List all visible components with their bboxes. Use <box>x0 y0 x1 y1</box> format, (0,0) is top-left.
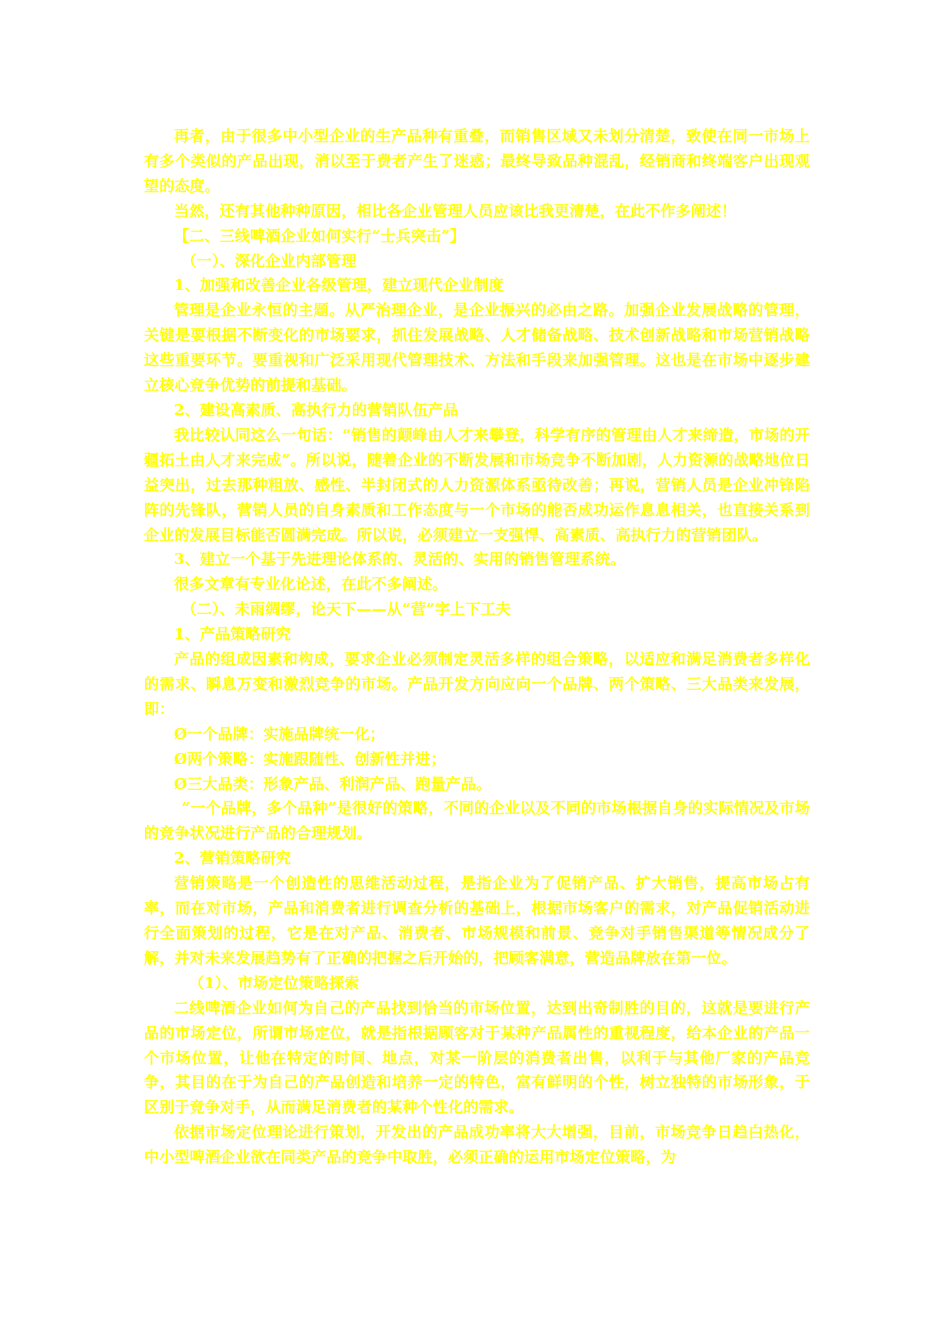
subsection-heading: （二）、未雨绸缪，论天下——从“营”字上下工夫 <box>181 600 511 619</box>
subsection-heading: （1）、市场定位策略探索 <box>189 973 360 992</box>
bullet-item: Ø三大品类：形象产品、利润产品、跑量产品。 <box>174 774 492 793</box>
item-heading: 2、建设高素质、高执行力的营销队伍产品 <box>174 400 459 419</box>
subsection-heading: （一）、深化企业内部管理 <box>181 251 357 270</box>
item-heading: 1、产品策略研究 <box>174 625 292 644</box>
paragraph: 营销策略是一个创造性的思维活动过程，是指企业为了促销产品、扩大销售，提高市场占有率，而在对市场，产品和消费者进行调查分析的基础上，根据市场客户的需求，对产品促销活动进行全面策划的过程，它是在对产品、消费者、市场规模和前景、竞争对手销售渠道等情况成分了解，并对未来发展趋势有了正确的把握之后开始的，把顾客满意，营造品牌放在第一位。 <box>144 874 810 967</box>
paragraph: 很多文章有专业化论述，在此不多阐述。 <box>174 575 448 594</box>
document-body <box>144 124 810 1170</box>
paragraph: 依据市场定位理论进行策划，开发出的产品成功率将大大增强，目前，市场竞争日趋白热化，中小型啤酒企业欲在同类产品的竞争中取胜，必须正确的运用市场定位策略，为 <box>144 1123 810 1167</box>
paragraph: 我比较认同这么一句话：“销售的颠峰由人才来攀登，科学有序的管理由人才来缔造，市场的开疆拓土由人才来完成”。所以说，随着企业的不断发展和市场竞争不断加剧，人力资源的战略地位日益突出，过去那种粗放、感性、半封闭式的人力资源体系亟待改善；再说，营销人员是企业冲锋陷阵的先锋队，营销人员的自身素质和工作态度与一个市场的能否成功运作息息相关，也直接关系到企业的发展目标能否圆满完成。所以说，必须建立一支强悍、高素质、高执行力的营销团队。 <box>144 425 810 544</box>
bullet-item: Ø一个品牌：实施品牌统一化； <box>174 724 385 743</box>
paragraph: 二线啤酒企业如何为自己的产品找到恰当的市场位置，达到出奇制胜的目的，这就是要进行产品的市场定位，所谓市场定位，就是指根据顾客对于某种产品属性的重视程度，给本企业的产品一个市场位置，让他在特定的时间、地点，对某一阶层的消费者出售，以利于与其他厂家的产品竞争，其目的在于为自己的产品创造和培养一定的特色，富有鲜明的个性，树立独特的市场形象，于区别于竞争对手，从而满足消费者的某种个性化的需求。 <box>144 998 810 1117</box>
paragraph: 当然，还有其他种种原因，相比各企业管理人员应该比我更清楚，在此不作多阐述！ <box>174 201 737 220</box>
paragraph: 管理是企业永恒的主题。从严治理企业，是企业振兴的必由之路。加强企业发展战略的管理，关键是要根据不断变化的市场要求，抓住发展战略、人才储备战略、技术创新战略和市场营销战略这些重要环节。要重视和广泛采用现代管理技术、方法和手段来加强管理。这也是在市场中逐步建立核心竞争优势的前提和基础。 <box>144 301 810 395</box>
item-heading: 2、营销策略研究 <box>174 849 292 868</box>
bullet-item: Ø两个策略：实施跟随性、创新性并进； <box>174 749 446 768</box>
paragraph: “一个品牌，多个品种”是很好的策略，不同的企业以及不同的市场根据自身的实际情况及市场的竞争状况进行产品的合理规划。 <box>144 799 810 843</box>
item-heading: 1、加强和改善企业各级管理，建立现代企业制度 <box>174 276 504 295</box>
section-heading: 【二、三线啤酒企业如何实行“士兵突击”】 <box>174 226 466 245</box>
paragraph: 产品的组成因素和构成，要求企业必须制定灵活多样的组合策略，以适应和满足消费者多样化的需求、瞬息万变和激烈竞争的市场。产品开发方向应向一个品牌、两个策略、三大品类来发展，即： <box>144 650 810 718</box>
paragraph: 再者，由于很多中小型企业的生产品种有重叠，而销售区域又未划分清楚，致使在同一市场上有多个类似的产品出现，消以至于费者产生了迷惑；最终导致品种混乱，经销商和终端客户出现观望的态度。 <box>144 127 810 195</box>
item-heading: 3、建立一个基于先进理论体系的、灵活的、实用的销售管理系统。 <box>174 550 626 569</box>
